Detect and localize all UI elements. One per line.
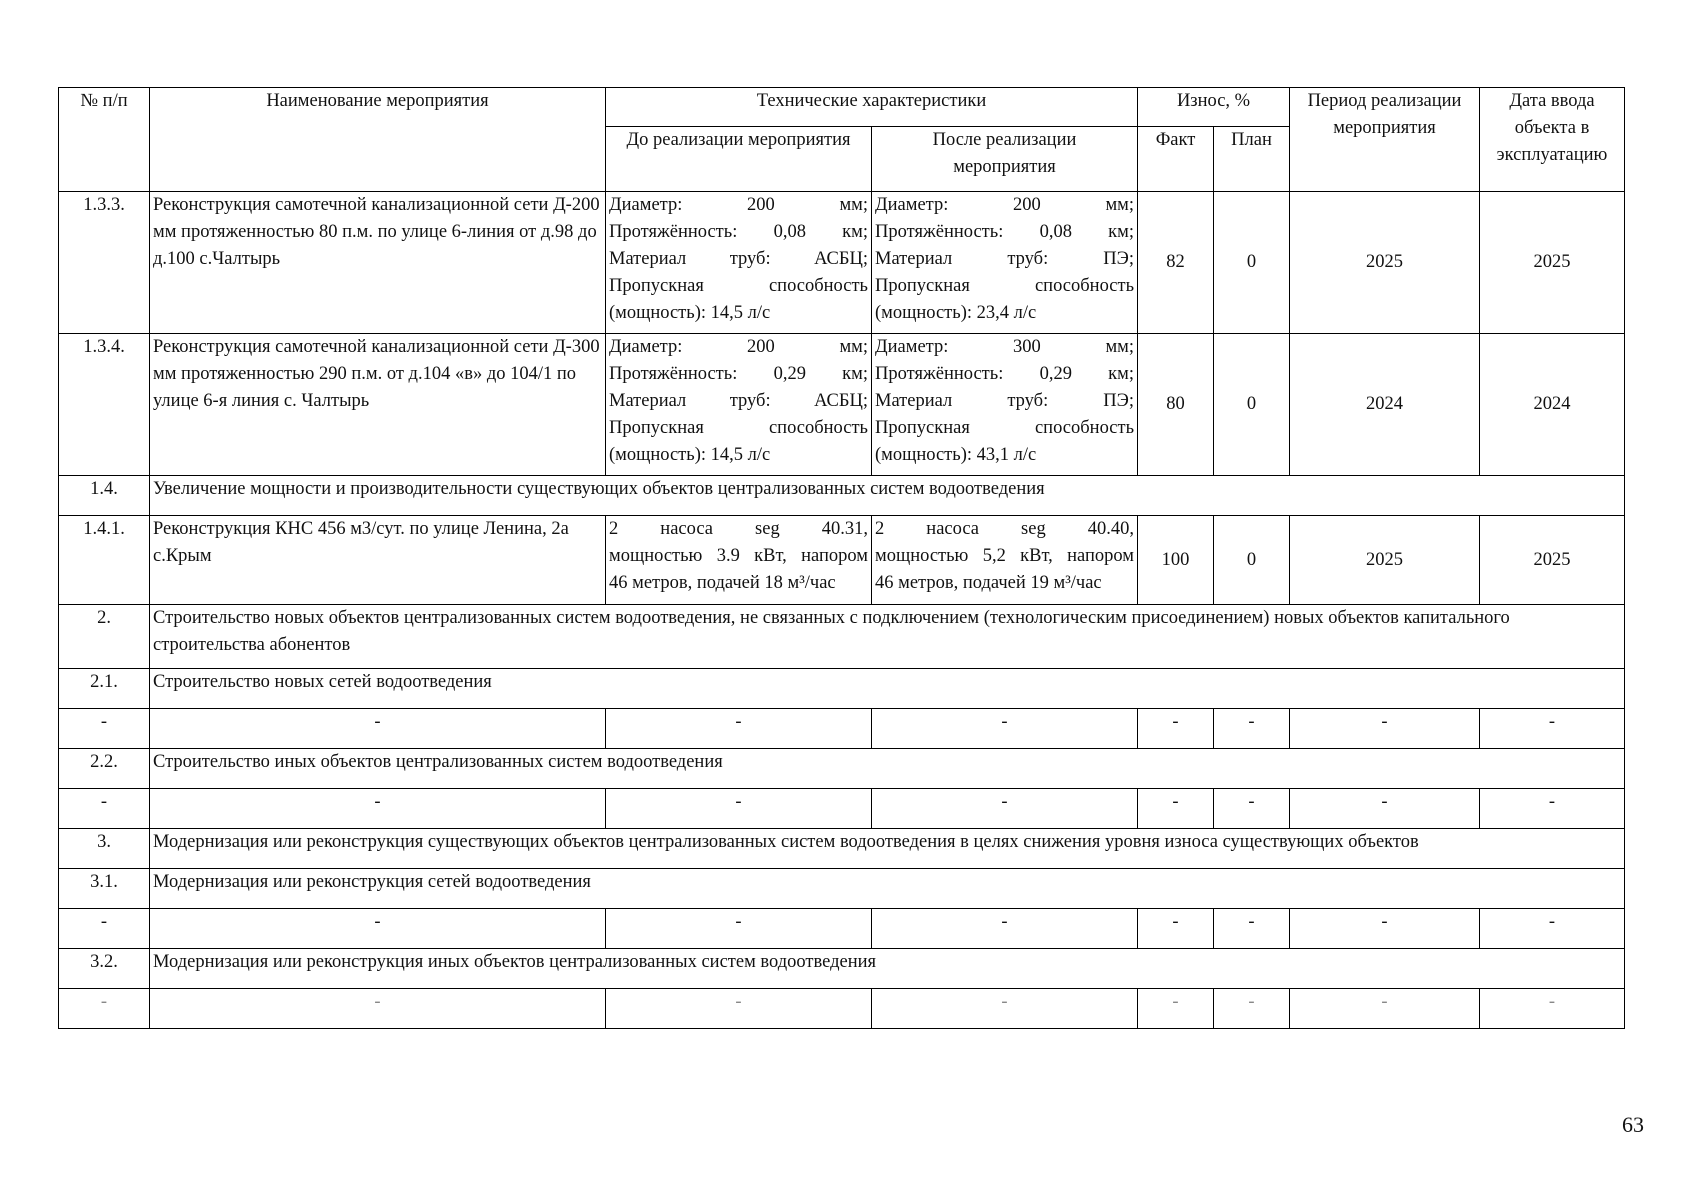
section-row [59,749,1625,789]
dash-cell: - [1214,989,1290,1029]
dash-cell: - [606,789,872,829]
dash-cell: - [59,909,150,949]
measures-table [58,87,1625,1029]
row-num: 1.3.4. [59,334,150,476]
page-number: 63 [1622,1112,1644,1137]
dash-cell: - [872,989,1138,1029]
dash-cell: - [872,909,1138,949]
row-plan: 0 [1214,334,1290,476]
dash-cell: - [606,909,872,949]
dash-cell: - [59,989,150,1029]
dash-cell: - [1290,789,1480,829]
dash-cell: - [150,989,606,1029]
before-line: 2 насоса seg 40.31, [609,519,868,539]
after-line: 46 метров, подачей 19 м³/час [875,573,1102,593]
empty-row [59,709,1625,749]
row-fact: 82 [1138,192,1214,334]
dash-cell: - [150,789,606,829]
row-after [872,192,1138,334]
section-row [59,605,1625,669]
after-line: (мощность): 23,4 л/с [875,303,1037,323]
table-row [59,516,1625,605]
table-row [59,334,1625,476]
header-before: До реализации мероприятия [606,127,872,192]
section-num: 3.2. [59,949,150,989]
section-num: 2.2. [59,749,150,789]
before-line: (мощность): 14,5 л/с [609,303,771,323]
section-title: Строительство иных объектов централизованных систем водоотведения [150,749,1625,789]
section-row [59,669,1625,709]
row-name: Реконструкция КНС 456 м3/сут. по улице Ленина, 2а с.Крым [150,516,606,605]
row-num: 1.4.1. [59,516,150,605]
empty-row [59,989,1625,1029]
empty-row [59,789,1625,829]
header-plan: План [1214,127,1290,192]
dash-cell: - [1138,989,1214,1029]
row-period: 2025 [1290,516,1480,605]
table-row [59,192,1625,334]
dash-cell: - [1290,909,1480,949]
header-after-line-1: После реализации [932,130,1077,150]
section-num: 1.4. [59,476,150,516]
section-row [59,829,1625,869]
dash-cell: - [1290,709,1480,749]
section-title: Модернизация или реконструкция существующих объектов централизованных систем водоотведения в целях снижения уровня износа существующих объектов [150,829,1625,869]
section-title: Строительство новых сетей водоотведения [150,669,1625,709]
before-line: Протяжённость: 0,29 км; [609,364,868,384]
row-fact: 80 [1138,334,1214,476]
row-period: 2024 [1290,334,1480,476]
row-before [606,334,872,476]
before-line: 46 метров, подачей 18 м³/час [609,573,836,593]
dash-cell: - [872,789,1138,829]
row-after [872,334,1138,476]
dash-cell: - [1290,989,1480,1029]
header-date-line-2: объекта в [1514,118,1590,138]
header-row-1 [59,88,1625,127]
row-num: 1.3.3. [59,192,150,334]
dash-cell: - [59,789,150,829]
row-after [872,516,1138,605]
before-line: Протяжённость: 0,08 км; [609,222,868,242]
section-num: 2. [59,605,150,669]
dash-cell: - [1214,709,1290,749]
dash-cell: - [1480,909,1625,949]
header-date [1480,88,1625,192]
before-line: Диаметр: 200 мм; [609,195,868,215]
header-date-line-1: Дата ввода [1509,91,1595,111]
dash-cell: - [1138,789,1214,829]
dash-cell: - [1214,789,1290,829]
dash-cell: - [1214,909,1290,949]
header-fact: Факт [1138,127,1214,192]
row-before [606,516,872,605]
after-line: (мощность): 43,1 л/с [875,445,1037,465]
dash-cell: - [1138,709,1214,749]
section-row [59,949,1625,989]
after-line: Протяжённость: 0,08 км; [875,222,1135,242]
header-after-line-2: мероприятия [953,157,1056,177]
before-line: Пропускная способность [609,418,868,438]
dash-cell: - [59,709,150,749]
after-line: Материал труб: ПЭ; [875,391,1135,411]
dash-cell: - [150,709,606,749]
row-plan: 0 [1214,192,1290,334]
section-title: Строительство новых объектов централизованных систем водоотведения, не связанных с подключением (технологическим присоединением) новых объектов капитального строительства абонентов [150,605,1625,669]
dash-cell: - [606,989,872,1029]
before-line: Пропускная способность [609,276,868,296]
after-line: Протяжённость: 0,29 км; [875,364,1135,384]
dash-cell: - [150,909,606,949]
row-period: 2025 [1290,192,1480,334]
row-before [606,192,872,334]
header-date-line-3: эксплуатацию [1496,145,1608,165]
after-line: мощностью 5,2 кВт, напором [875,546,1135,566]
before-line: Диаметр: 200 мм; [609,337,868,357]
before-line: Материал труб: АСБЦ; [609,391,868,411]
before-line: мощностью 3.9 кВт, напором [609,546,868,566]
after-line: Материал труб: ПЭ; [875,249,1135,269]
row-name: Реконструкция самотечной канализационной сети Д-300 мм протяженностью 290 п.м. от д.104 «в» до 104/1 по улице 6-я линия с. Чалтырь [150,334,606,476]
after-line: 2 насоса seg 40.40, [875,519,1135,539]
section-num: 3. [59,829,150,869]
header-tech: Технические характеристики [606,88,1138,127]
row-date: 2025 [1480,192,1625,334]
section-title: Модернизация или реконструкция иных объектов централизованных систем водоотведения [150,949,1625,989]
dash-cell: - [606,709,872,749]
header-period [1290,88,1480,192]
section-num: 3.1. [59,869,150,909]
dash-cell: - [1138,909,1214,949]
row-plan: 0 [1214,516,1290,605]
section-title: Увеличение мощности и производительности существующих объектов централизованных систем водоотведения [150,476,1625,516]
before-line: Материал труб: АСБЦ; [609,249,868,269]
row-date: 2024 [1480,334,1625,476]
row-fact: 100 [1138,516,1214,605]
row-date: 2025 [1480,516,1625,605]
after-line: Диаметр: 300 мм; [875,337,1135,357]
header-wear: Износ, % [1138,88,1290,127]
dash-cell: - [1480,789,1625,829]
section-row [59,476,1625,516]
header-period-line-1: Период реализации [1307,91,1462,111]
after-line: Пропускная способность [875,418,1135,438]
header-after [872,127,1138,192]
section-title: Модернизация или реконструкция сетей водоотведения [150,869,1625,909]
section-row [59,869,1625,909]
dash-cell: - [872,709,1138,749]
row-name: Реконструкция самотечной канализационной сети Д-200 мм протяженностью 80 п.м. по улице 6-линия от д.98 до д.100 с.Чалтырь [150,192,606,334]
header-period-line-2: мероприятия [1333,118,1436,138]
dash-cell: - [1480,709,1625,749]
dash-cell: - [1480,989,1625,1029]
after-line: Пропускная способность [875,276,1135,296]
after-line: Диаметр: 200 мм; [875,195,1135,215]
header-name: Наименование мероприятия [150,88,606,192]
before-line: (мощность): 14,5 л/с [609,445,771,465]
section-num: 2.1. [59,669,150,709]
header-num: № п/п [59,88,150,192]
empty-row [59,909,1625,949]
